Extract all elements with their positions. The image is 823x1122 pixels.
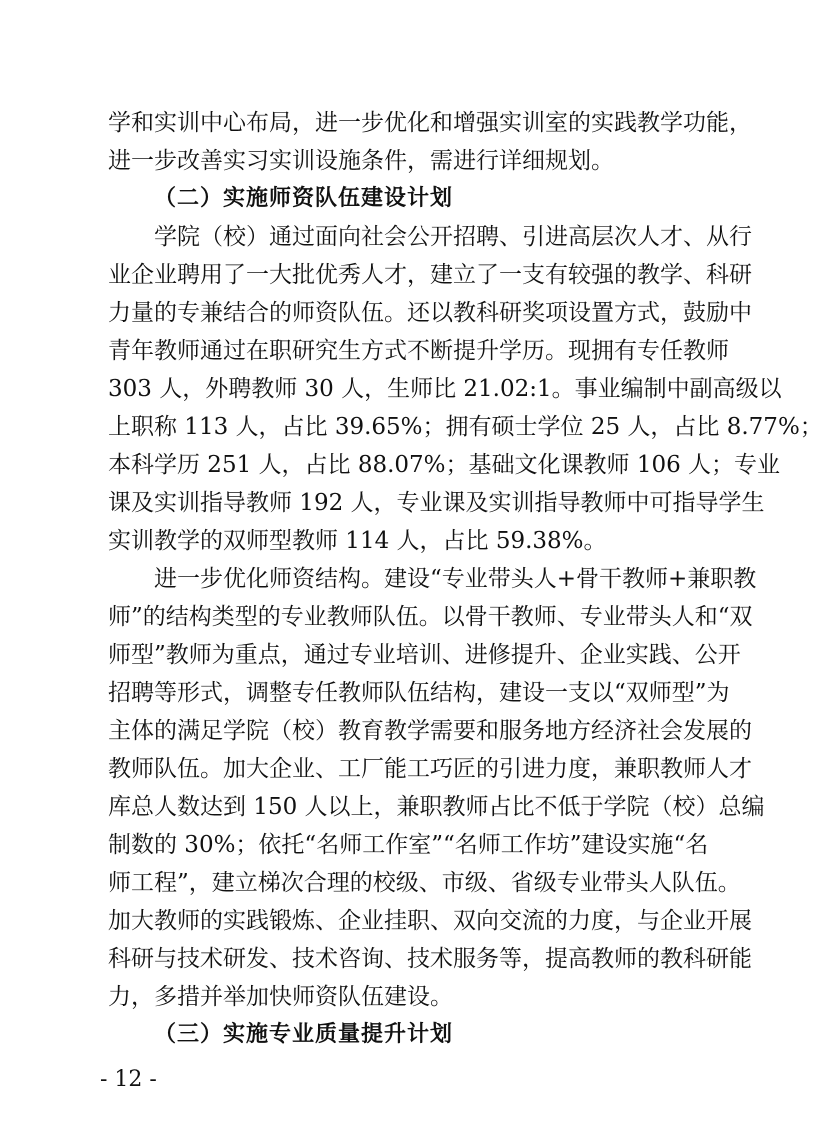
- body-text-line: 师”的结构类型的专业教师队伍。以骨干教师、专业带头人和“双: [108, 604, 753, 630]
- body-text-line: 学院（校）通过面向社会公开招聘、引进高层次人才、从行: [154, 224, 752, 250]
- body-text-line: 科研与技术研发、技术咨询、技术服务等，提高教师的教科研能: [108, 946, 752, 972]
- body-text-line: 制数的 30%；依托“名师工作室”“名师工作坊”建设实施“名: [108, 832, 709, 858]
- body-text-line: 教师队伍。加大企业、工厂能工巧匠的引进力度，兼职教师人才: [108, 756, 752, 782]
- section-heading: （三）实施专业质量提升计划: [154, 1022, 454, 1047]
- body-text-line: 力，多措并举加快师资队伍建设。: [108, 984, 453, 1010]
- body-text-line: 主体的满足学院（校）教育教学需要和服务地方经济社会发展的: [108, 718, 752, 744]
- body-text-line: 师型”教师为重点，通过专业培训、进修提升、企业实践、公开: [108, 642, 741, 668]
- body-text-line: 学和实训中心布局，进一步优化和增强实训室的实践教学功能，: [108, 110, 752, 136]
- body-text-line: 本科学历 251 人，占比 88.07%；基础文化课教师 106 人；专业: [108, 452, 781, 478]
- body-text-line: 业企业聘用了一大批优秀人才，建立了一支有较强的教学、科研: [108, 262, 752, 288]
- body-text-line: 303 人，外聘教师 30 人，生师比 21.02:1。事业编制中副高级以: [108, 376, 782, 402]
- page-number: - 12 -: [100, 1067, 157, 1092]
- section-heading: （二）实施师资队伍建设计划: [154, 186, 454, 211]
- body-text-line: 上职称 113 人，占比 39.65%；拥有硕士学位 25 人，占比 8.77%；: [108, 414, 823, 440]
- body-text-line: 招聘等形式，调整专任教师队伍结构，建设一支以“双师型”为: [108, 680, 730, 706]
- body-text-line: 课及实训指导教师 192 人，专业课及实训指导教师中可指导学生: [108, 490, 765, 516]
- body-text-line: 加大教师的实践锻炼、企业挂职、双向交流的力度，与企业开展: [108, 908, 752, 934]
- body-text-line: 青年教师通过在职研究生方式不断提升学历。现拥有专任教师: [108, 338, 729, 364]
- body-text-line: 力量的专兼结合的师资队伍。还以教科研奖项设置方式，鼓励中: [108, 300, 752, 326]
- body-text-line: 进一步优化师资结构。建设“专业带头人+骨干教师+兼职教: [154, 566, 757, 592]
- body-text-line: 库总人数达到 150 人以上，兼职教师占比不低于学院（校）总编: [108, 794, 765, 820]
- body-text-line: 师工程”，建立梯次合理的校级、市级、省级专业带头人队伍。: [108, 870, 741, 896]
- body-text-line: 实训教学的双师型教师 114 人，占比 59.38%。: [108, 528, 607, 554]
- body-text-line: 进一步改善实习实训设施条件，需进行详细规划。: [108, 148, 614, 174]
